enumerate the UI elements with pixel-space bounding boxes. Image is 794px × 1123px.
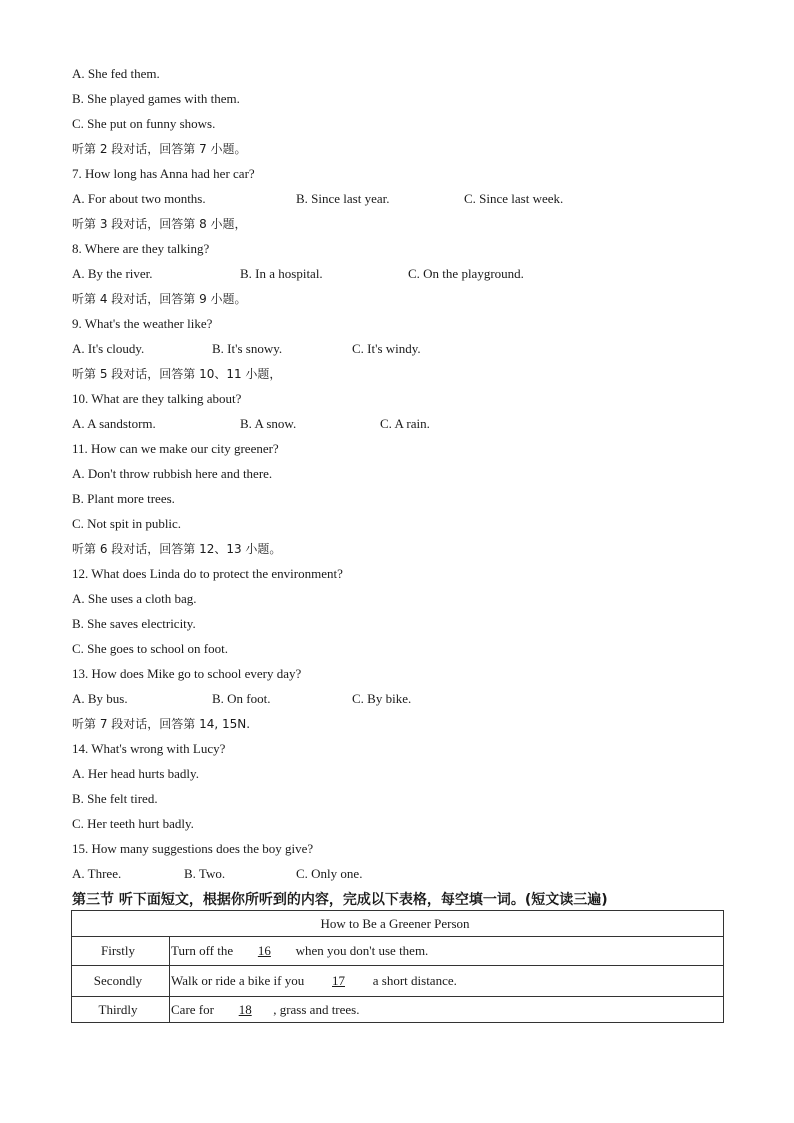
answer-option[interactable]: B. She felt tired.	[72, 791, 158, 806]
question-text: 14. What's wrong with Lucy?	[72, 741, 226, 756]
answer-option[interactable]: A. A sandstorm.	[72, 416, 156, 431]
answer-option[interactable]: A. Don't throw rubbish here and there.	[72, 466, 273, 481]
section-3-heading: 第三节 听下面短文，根据你所听到的内容，完成以下表格，每空填一词。(短文读三遍)	[72, 892, 608, 908]
table-row	[72, 966, 724, 997]
row-label: Secondly	[72, 966, 170, 997]
answer-option[interactable]: A. By the river.	[72, 266, 153, 281]
answer-option[interactable]: C. She goes to school on foot.	[72, 641, 228, 656]
answer-option[interactable]: B. A snow.	[240, 416, 297, 431]
listening-instruction: 听第 5 段对话，回答第 10、11 小题，	[72, 367, 282, 381]
answer-option[interactable]: B. She saves electricity.	[72, 616, 196, 631]
listening-instruction: 听第 2 段对话，回答第 7 小题。	[72, 142, 247, 156]
answer-option[interactable]: C. On the playground.	[408, 266, 524, 281]
table-row	[72, 997, 724, 1023]
answer-option[interactable]: B. Since last year.	[296, 191, 390, 206]
answer-option[interactable]: A. For about two months.	[72, 191, 206, 206]
answer-option[interactable]: B. On foot.	[212, 691, 271, 706]
listening-instruction: 听第 7 段对话，回答第 14, 15N.	[72, 717, 251, 731]
answer-option[interactable]: B. She played games with them.	[72, 91, 240, 106]
answer-option[interactable]: C. Only one.	[296, 866, 363, 881]
question-text: 10. What are they talking about?	[72, 391, 242, 406]
answer-option[interactable]: C. Not spit in public.	[72, 516, 182, 531]
answer-option[interactable]: A. It's cloudy.	[72, 341, 145, 356]
answer-option[interactable]: A. Her head hurts badly.	[72, 766, 199, 781]
answer-option[interactable]: A. By bus.	[72, 691, 128, 706]
answer-option[interactable]: C. Since last week.	[464, 191, 564, 206]
table-title: How to Be a Greener Person	[72, 911, 724, 937]
answer-option[interactable]: B. Two.	[184, 866, 226, 881]
answer-option[interactable]: B. Plant more trees.	[72, 491, 175, 506]
listening-instruction: 听第 6 段对话，回答第 12、13 小题。	[72, 542, 282, 556]
listening-instruction: 听第 3 段对话，回答第 8 小题，	[72, 217, 247, 231]
row-label: Thirdly	[72, 997, 170, 1023]
question-text: 12. What does Linda do to protect the environment?	[72, 566, 343, 581]
answer-option[interactable]: C. A rain.	[380, 416, 430, 431]
question-text: 13. How does Mike go to school every day?	[72, 666, 302, 681]
greener-person-table	[71, 910, 724, 1023]
row-label: Firstly	[72, 937, 170, 966]
answer-blank-17[interactable]: 17	[332, 973, 345, 988]
answer-option[interactable]: C. It's windy.	[352, 341, 421, 356]
row-content: Turn off the 16 when you don't use them.	[170, 937, 724, 966]
question-text: 9. What's the weather like?	[72, 316, 213, 331]
answer-blank-16[interactable]: 16	[257, 943, 271, 958]
answer-option[interactable]: C. By bike.	[352, 691, 412, 706]
listening-instruction: 听第 4 段对话，回答第 9 小题。	[72, 292, 247, 306]
question-text: 11. How can we make our city greener?	[72, 441, 279, 456]
answer-blank-18[interactable]: 18	[238, 1001, 252, 1017]
answer-option[interactable]: A. She uses a cloth bag.	[72, 591, 197, 606]
answer-option[interactable]: A. She fed them.	[72, 66, 160, 81]
question-text: 15. How many suggestions does the boy give?	[72, 841, 314, 856]
answer-option[interactable]: B. In a hospital.	[240, 266, 323, 281]
row-content: Care for 18 , grass and trees.	[170, 997, 724, 1023]
question-text: 7. How long has Anna had her car?	[72, 166, 255, 181]
row-content: Walk or ride a bike if you 17 a short distance.	[170, 966, 724, 997]
answer-option[interactable]: C. Her teeth hurt badly.	[72, 816, 194, 831]
answer-option[interactable]: B. It's snowy.	[212, 341, 283, 356]
table-row	[72, 937, 724, 966]
question-text: 8. Where are they talking?	[72, 241, 210, 256]
answer-option[interactable]: C. She put on funny shows.	[72, 116, 216, 131]
answer-option[interactable]: A. Three.	[72, 866, 122, 881]
